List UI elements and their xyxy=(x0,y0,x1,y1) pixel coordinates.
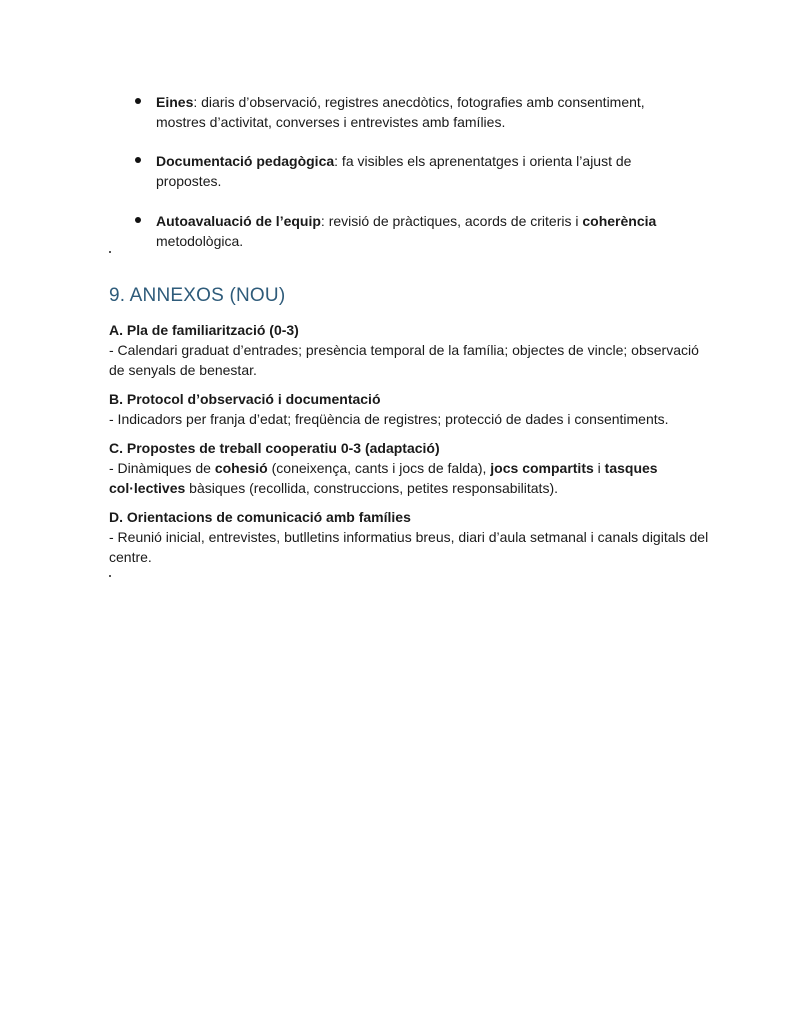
annex-bold: tasques col·lectives xyxy=(109,460,658,496)
annex-d xyxy=(109,507,709,567)
bullet-text: : revisió de pràctiques, acords de criteris i xyxy=(320,213,583,229)
annex-title: D. Orientacions de comunicació amb famílies xyxy=(109,509,411,525)
annex-body: - Calendari graduat d’entrades; presència temporal de la família; objectes de vincle; observació de senyals de benestar. xyxy=(109,342,699,378)
bullet-term-secondary: coherència xyxy=(582,213,657,229)
annex-text: bàsiques (recollida, construccions, petites responsabilitats). xyxy=(185,480,559,496)
bullet-list xyxy=(109,92,689,270)
bullet-text: : fa visibles els aprenentatges i orienta l’ajust de propostes. xyxy=(156,153,632,189)
annex-body: - Indicadors per franja d’edat; freqüència de registres; protecció de dades i consentiments. xyxy=(109,411,669,427)
annex-bold: jocs compartits xyxy=(490,460,594,476)
annex-title: C. Propostes de treball cooperatiu 0-3 (adaptació) xyxy=(109,440,440,456)
annex-title: A. Pla de familiarització (0-3) xyxy=(109,322,299,338)
annex-text: - Dinàmiques de xyxy=(109,460,215,476)
bullet-dot-icon xyxy=(135,98,141,104)
bullet-dot-icon xyxy=(135,157,141,163)
annex-title: B. Protocol d’observació i documentació xyxy=(109,391,381,407)
paragraph-mark xyxy=(109,251,111,253)
annex-bold: cohesió xyxy=(214,460,268,476)
annex-c xyxy=(109,438,709,498)
annex-text: (coneixença, cants i jocs de falda), xyxy=(267,460,491,476)
bullet-term: Eines xyxy=(156,94,194,110)
annex-body xyxy=(109,458,709,498)
paragraph-mark xyxy=(109,575,111,577)
bullet-term: Documentació pedagògica xyxy=(156,153,335,169)
section-heading: 9. ANNEXOS (NOU) xyxy=(109,285,286,306)
annex-body: - Reunió inicial, entrevistes, butlletins informatius breus, diari d’aula setmanal i canals digitals del centre. xyxy=(109,529,709,565)
bullet-item-pedagogical-documentation xyxy=(109,151,689,191)
annex-a xyxy=(109,320,709,380)
bullet-text: : diaris d’observació, registres anecdòtics, fotografies amb consentiment, mostres d’activitat, converses i entrevistes amb famílies. xyxy=(156,94,645,130)
annex-b xyxy=(109,389,709,429)
bullet-item-team-self-evaluation xyxy=(109,211,689,251)
bullet-dot-icon xyxy=(135,217,141,223)
bullet-text-secondary: metodològica. xyxy=(156,233,244,249)
bullet-item-tools xyxy=(109,92,689,132)
bullet-term: Autoavaluació de l’equip xyxy=(156,213,321,229)
annex-text: i xyxy=(593,460,605,476)
